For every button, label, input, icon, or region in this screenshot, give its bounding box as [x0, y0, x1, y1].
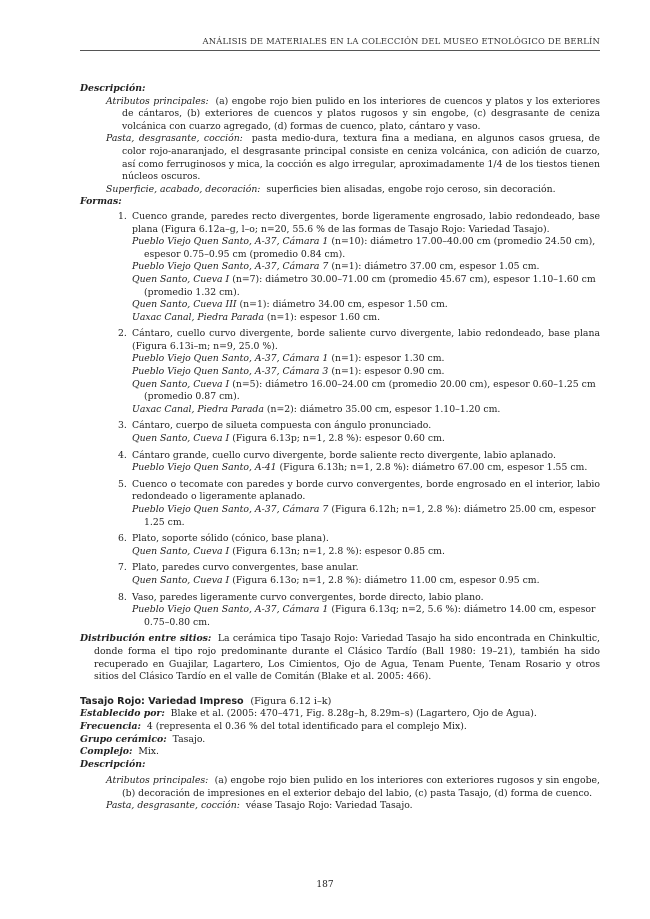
site-name: Quen Santo, Cueva I: [132, 378, 230, 390]
pasta2-text: véase Tasajo Rojo: Variedad Tasajo.: [245, 800, 413, 812]
form-site-line: [132, 462, 600, 475]
site-measurements: (Figura 6.13q; n=2, 5.6 %): diámetro 14.00 cm, espesor 0.75–0.80 cm.: [144, 604, 596, 628]
grupo-line: [80, 734, 600, 747]
form-site-line: [132, 299, 600, 312]
site-measurements: (Figura 6.13p; n=1, 2.8 %): espesor 0.60 cm.: [232, 433, 445, 445]
site-name: Quen Santo, Cueva I: [132, 545, 230, 557]
form-description: Plato, soporte sólido (cónico, base plana).: [132, 533, 329, 545]
distribucion-text: La cerámica tipo Tasajo Rojo: Variedad Tasajo ha sido encontrada en Chinkultic, donde forma el tipo rojo predominante durante el Clásico Tardío (Ball 1980: 19–21), también ha sido recuperado en Guajilar, Lagartero, Los Cimientos, Ojo de Agua, Tenam Puente, Tenam Rosario y otros sitios del Clásico Tardío en el valle de Comitán (Blake et al. 2005: 466).: [94, 633, 600, 683]
frecuencia-text: 4 (representa el 0.36 % del total identificado para el complejo Mix).: [146, 720, 467, 732]
site-name: Pueblo Viejo Quen Santo, A-37, Cámara 3: [132, 366, 329, 378]
site-measurements: (Figura 6.13o; n=1, 2.8 %): diámetro 11.00 cm, espesor 0.95 cm.: [232, 574, 540, 586]
site-name: Pueblo Viejo Quen Santo, A-37, Cámara 1: [132, 604, 329, 616]
form-site-line: [132, 433, 600, 446]
form-number: 5.: [118, 478, 127, 490]
form-description: Cántaro grande, cuello curvo divergente, borde saliente recto divergente, labio aplanado.: [132, 449, 556, 461]
form-number: 1.: [118, 210, 127, 222]
grupo-text: Tasajo.: [172, 733, 206, 745]
form-site-line: [132, 379, 600, 404]
pasta-label: Pasta, desgrasante, cocción:: [106, 133, 243, 145]
site-measurements: (Figura 6.13n; n=1, 2.8 %): espesor 0.85 cm.: [232, 545, 445, 557]
form-site-line: [132, 604, 600, 629]
form-description: Cuenco grande, paredes recto divergentes, borde ligeramente engrosado, labio redondeado, base plana (Figura 6.12a–g, l–o; n=20, 55.6 % de las formas de Tasajo Rojo: Variedad Tasajo).: [132, 210, 600, 235]
site-name: Pueblo Viejo Quen Santo, A-37, Cámara 1: [132, 236, 329, 248]
site-name: Pueblo Viejo Quen Santo, A-37, Cámara 7: [132, 261, 329, 273]
site-measurements: (n=1): diámetro 34.00 cm, espesor 1.50 cm.: [239, 299, 448, 311]
form-description: Plato, paredes curvo convergentes, base anular.: [132, 562, 359, 574]
atributos-text: (a) engobe rojo bien pulido en los interiores de cuencos y platos y los exteriores de cántaros, (b) exteriores de cuencos y platos rugosos y sin engobe, (c) desgrasante de ceniza volcánica con cuarzo agregado, (d) formas de cuenco, plato, cántaro y vaso.: [122, 95, 600, 132]
main-content: [80, 83, 600, 813]
site-measurements: (n=2): diámetro 35.00 cm, espesor 1.10–1.20 cm.: [266, 403, 501, 415]
formas-list: [80, 211, 600, 629]
pasta2-paragraph: [106, 800, 600, 813]
complejo-label: Complejo:: [80, 746, 133, 758]
form-description: Cántaro, cuello curvo divergente, borde saliente curvo divergente, labio redondeado, base plana (Figura 6.13i–m; n=9, 25.0 %).: [132, 328, 600, 352]
form-number: 7.: [118, 562, 127, 574]
site-measurements: (n=1): espesor 1.30 cm.: [331, 353, 445, 365]
complejo-line: [80, 746, 600, 759]
form-site-line: [132, 366, 600, 379]
form-number: 8.: [118, 591, 127, 603]
atributos-paragraph: [106, 96, 600, 134]
form-item: [118, 533, 600, 558]
form-item: [118, 210, 600, 324]
section-title-text: Tasajo Rojo: Variedad Impreso: [80, 695, 244, 707]
atributos2-paragraph: [106, 775, 600, 800]
atributos2-label: Atributos principales:: [106, 775, 209, 787]
site-measurements: (Figura 6.12h; n=1, 2.8 %): diámetro 25.00 cm, espesor 1.25 cm.: [144, 504, 596, 528]
pasta-text: pasta medio-dura, textura fina a mediana, en algunos casos gruesa, de color rojo-anaranjado, el desgrasante principal consiste en ceniza volcánica, con adición de cuarzo, así como ferruginosos y mica, la cocción es algo irregular, aproximadamente 1/4 de los tiestos tienen núcleos oscuros.: [122, 133, 600, 183]
frecuencia-label: Frecuencia:: [80, 720, 141, 732]
complejo-text: Mix.: [138, 746, 160, 758]
superficie-paragraph: [106, 184, 600, 197]
site-measurements: (n=1): diámetro 37.00 cm, espesor 1.05 cm.: [331, 261, 540, 273]
form-site-line: [132, 504, 600, 529]
pasta-paragraph: [106, 133, 600, 183]
site-name: Quen Santo, Cueva I: [132, 273, 230, 285]
form-site-line: [132, 274, 600, 299]
site-name: Uaxac Canal, Piedra Parada: [132, 311, 264, 323]
site-measurements: (n=7): diámetro 30.00–71.00 cm (promedio 45.67 cm), espesor 1.10–1.60 cm (promedio 1.32 cm).: [144, 273, 596, 298]
site-name: Pueblo Viejo Quen Santo, A-37, Cámara 1: [132, 353, 329, 365]
form-site-line: [132, 353, 600, 366]
site-measurements: (n=10): diámetro 17.00–40.00 cm (promedio 24.50 cm), espesor 0.75–0.95 cm (promedio 0.84 cm).: [144, 236, 596, 260]
distribucion-label: Distribución entre sitios:: [80, 633, 212, 645]
distribucion-paragraph: [80, 633, 600, 683]
descripcion-label: Descripción:: [80, 83, 146, 94]
pasta2-label: Pasta, desgrasante, cocción:: [106, 800, 240, 812]
form-number: 4.: [118, 449, 127, 461]
header-rule: [80, 50, 600, 51]
form-item: [118, 591, 600, 630]
form-description: Cántaro, cuerpo de silueta compuesta con ángulo pronunciado.: [132, 420, 432, 432]
form-number: 2.: [118, 328, 127, 340]
site-name: Quen Santo, Cueva III: [132, 299, 237, 311]
descripcion2-line: [80, 759, 600, 772]
descripcion2-label: Descripción:: [80, 758, 146, 770]
page-number: 187: [316, 880, 334, 890]
form-site-line: [132, 261, 600, 274]
establecido-line: [80, 708, 600, 721]
form-site-line: [132, 546, 600, 559]
site-measurements: (n=5): diámetro 16.00–24.00 cm (promedio 20.00 cm), espesor 0.60–1.25 cm (promedio 0.87 cm).: [144, 378, 596, 403]
establecido-label: Establecido por:: [80, 708, 165, 720]
form-item: [118, 449, 600, 475]
superficie-text: superficies bien alisadas, engobe rojo ceroso, sin decoración.: [266, 183, 556, 195]
running-head: ANÁLISIS DE MATERIALES EN LA COLECCIÓN DEL MUSEO ETNOLÓGICO DE BERLÍN: [202, 36, 600, 46]
form-item: [118, 478, 600, 529]
form-site-line: [132, 575, 600, 588]
section-title: [80, 696, 600, 709]
form-item: [118, 328, 600, 416]
formas-heading: [80, 196, 600, 209]
site-measurements: (n=1): espesor 1.60 cm.: [266, 311, 381, 323]
superficie-label: Superficie, acabado, decoración:: [106, 183, 261, 195]
atributos-label: Atributos principales:: [106, 95, 209, 107]
descripcion-heading: [80, 83, 600, 96]
form-site-line: [132, 236, 600, 261]
form-number: 3.: [118, 420, 127, 432]
atributos2-text: (a) engobe rojo bien pulido en los interiores con exteriores rugosos y sin engobe, (b) decoración de impresiones en el exterior debajo del labio, (c) pasta Tasajo, (d) forma de cuenco.: [122, 775, 600, 799]
form-item: [118, 562, 600, 587]
frecuencia-line: [80, 721, 600, 734]
form-description: Cuenco o tecomate con paredes y borde curvo convergentes, borde engrosado en el interior, labio redondeado o ligeramente aplanado.: [132, 478, 600, 503]
grupo-label: Grupo cerámico:: [80, 733, 167, 745]
site-measurements: (n=1): espesor 0.90 cm.: [331, 366, 445, 378]
site-name: Pueblo Viejo Quen Santo, A-41: [132, 462, 277, 474]
form-site-line: [132, 404, 600, 417]
form-item: [118, 420, 600, 445]
form-description: Vaso, paredes ligeramente curvo convergentes, borde directo, labio plano.: [132, 591, 484, 603]
site-name: Uaxac Canal, Piedra Parada: [132, 403, 264, 415]
form-number: 6.: [118, 533, 127, 545]
form-site-line: [132, 312, 600, 325]
site-name: Quen Santo, Cueva I: [132, 433, 230, 445]
establecido-text: Blake et al. (2005: 470–471, Fig. 8.28g–h, 8.29m–s) (Lagartero, Ojo de Agua).: [170, 708, 537, 720]
site-name: Pueblo Viejo Quen Santo, A-37, Cámara 7: [132, 504, 329, 515]
section-title-figure-ref: (Figura 6.12 i–k): [250, 695, 332, 707]
site-measurements: (Figura 6.13h; n=1, 2.8 %): diámetro 67.00 cm, espesor 1.55 cm.: [279, 462, 588, 474]
site-name: Quen Santo, Cueva I: [132, 574, 230, 586]
formas-label: Formas:: [80, 196, 122, 208]
